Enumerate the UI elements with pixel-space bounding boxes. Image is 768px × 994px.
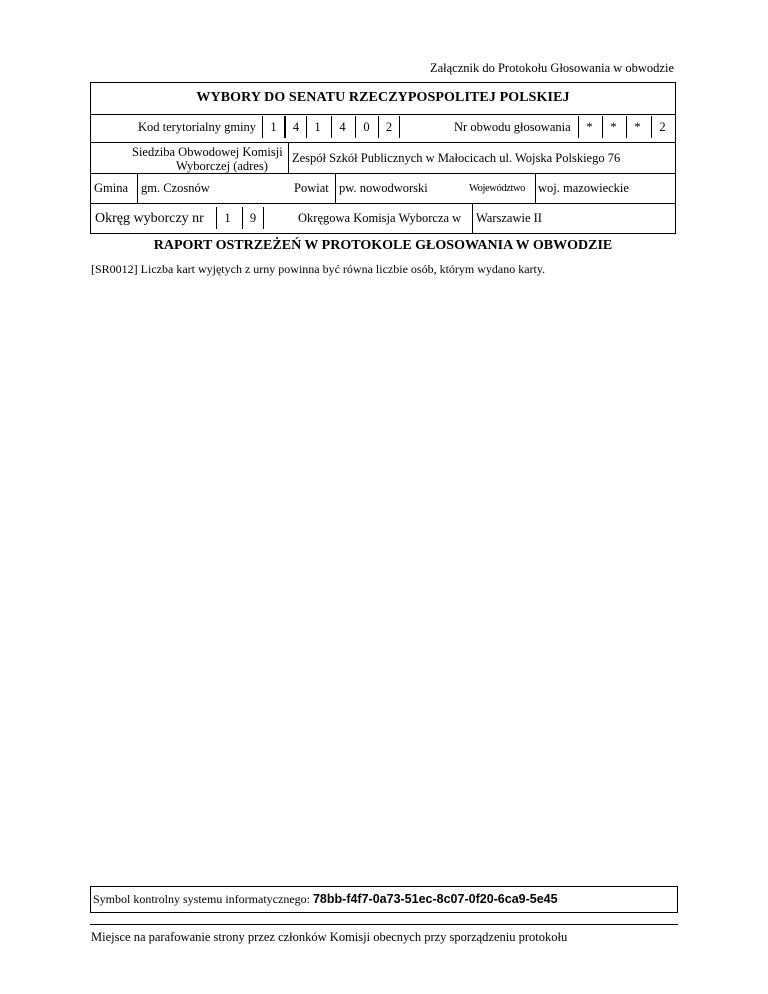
code-digit: 2	[378, 116, 400, 138]
electoral-district-label: Okręg wyborczy nr	[95, 211, 204, 226]
wojewodztwo-value: woj. mazowieckie	[538, 181, 629, 195]
district-digit: *	[578, 116, 600, 138]
footer-text: Miejsce na parafowanie strony przez członków Komisji obecnych przy sporządzeniu protokołu	[91, 930, 568, 944]
code-digit: 1	[262, 116, 284, 138]
grid-line	[90, 114, 676, 115]
code-digit: 0	[355, 116, 377, 138]
control-symbol-label: Symbol kontrolny systemu informatycznego:	[93, 892, 310, 906]
code-digit: 4	[331, 116, 353, 138]
report-title: RAPORT OSTRZEŻEŃ W PROTOKOLE GŁOSOWANIA W OBWODZIE	[153, 238, 613, 253]
district-commission-value: Warszawie II	[476, 211, 542, 225]
grid-line	[472, 203, 473, 234]
grid-line	[90, 142, 676, 143]
grid-line	[90, 203, 676, 204]
gmina-label: Gmina	[94, 181, 129, 195]
grid-line	[335, 173, 336, 203]
electoral-digit: 1	[216, 207, 238, 229]
grid-line	[535, 173, 536, 203]
powiat-value: pw. nowodworski	[339, 181, 428, 195]
district-number-label: Nr obwodu głosowania	[454, 120, 571, 134]
document-title: WYBORY DO SENATU RZECZYPOSPOLITEJ POLSKIEJ	[196, 90, 570, 105]
district-commission-label: Okręgowa Komisja Wyborcza w	[298, 211, 462, 225]
district-digit: *	[602, 116, 624, 138]
code-digit: 1	[306, 116, 328, 138]
seat-value: Zespół Szkół Publicznych w Małocicach ul. Wojska Polskiego 76	[292, 151, 621, 165]
district-digit: *	[626, 116, 648, 138]
footer-divider	[90, 924, 678, 925]
seat-label-line2: Wyborczej (adres)	[176, 159, 268, 173]
gmina-value: gm. Czosnów	[141, 181, 210, 195]
annex-header: Załącznik do Protokołu Głosowania w obwodzie	[429, 61, 674, 75]
seat-label-line1: Siedziba Obwodowej Komisji	[132, 145, 283, 159]
control-symbol-box	[90, 886, 678, 913]
powiat-label: Powiat	[294, 181, 329, 195]
control-symbol-value: 78bb-f4f7-0a73-51ec-8c07-0f20-6ca9-5e45	[312, 892, 558, 906]
territorial-code-label: Kod terytorialny gminy	[138, 120, 257, 134]
grid-line	[137, 173, 138, 203]
electoral-digit: 9	[242, 207, 264, 229]
district-digit: 2	[651, 116, 673, 138]
code-digit: 4	[284, 116, 306, 138]
warning-item: [SR0012] Liczba kart wyjętych z urny powinna być równa liczbie osób, którym wydano karty.	[91, 262, 546, 276]
grid-line	[288, 142, 289, 173]
wojewodztwo-label: Województwo	[469, 183, 525, 194]
